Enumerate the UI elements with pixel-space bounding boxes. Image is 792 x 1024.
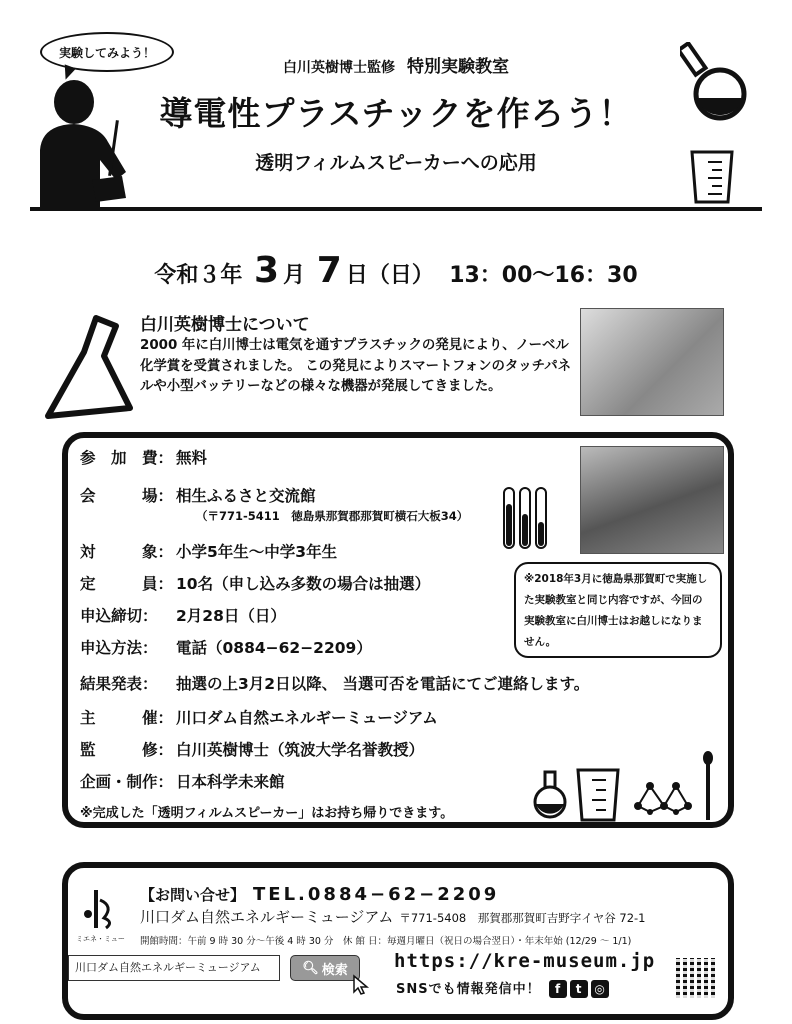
target-row: 対 象： 小学5年生〜中学3年生 bbox=[80, 543, 338, 561]
fee-row: 参 加 費： 無料 bbox=[80, 449, 208, 467]
event-date: 令和３年 3 月 7 日（日） 13：00〜16：30 bbox=[154, 250, 638, 291]
venue-row: 会 場： 相生ふるさと交流館 bbox=[80, 487, 316, 505]
phone-number[interactable]: TEL.0884−62−2209 bbox=[253, 884, 500, 905]
flask-small-icon bbox=[530, 770, 570, 820]
about-heading: 白川英樹博士について bbox=[140, 315, 310, 335]
round-flask-icon bbox=[680, 42, 750, 122]
contact-tel-line: 【お問い合せ】 TEL.0884−62−2209 bbox=[140, 884, 500, 905]
pipette-icon bbox=[700, 750, 716, 822]
molecule-icon bbox=[632, 776, 692, 816]
lab-photo bbox=[580, 308, 724, 416]
host-row: 主 催： 川口ダム自然エネルギーミュージアム bbox=[80, 709, 438, 727]
museum-logo-icon bbox=[80, 888, 120, 932]
measuring-beaker-icon bbox=[574, 766, 622, 822]
contact-address-line: 川口ダム自然エネルギーミュージアム 〒771-5408 那賀郡那賀町吉野字イヤ谷 72-1 bbox=[140, 908, 646, 926]
produce-row: 企画・制作： 日本科学未来館 bbox=[80, 773, 285, 791]
speech-bubble: 実験してみよう！ bbox=[40, 32, 174, 72]
takehome-note: ※完成した「透明フィルムスピーカー」はお持ち帰りできます。 bbox=[80, 806, 454, 821]
venue-address: （〒771-5411 徳島県那賀郡那賀町横石大板34） bbox=[196, 509, 469, 523]
opening-hours: 開館時間：午前 9 時 30 分〜午後 4 時 30 分 休 館 日：毎週月曜日（祝日の場合翌日）・年末年始 (12/29 〜 1/1) bbox=[140, 936, 632, 947]
capacity-row: 定 員： 10名（申し込み多数の場合は抽選） bbox=[80, 575, 431, 593]
page-subtitle: 透明フィルムスピーカーへの応用 bbox=[255, 152, 537, 174]
facebook-icon[interactable]: f bbox=[549, 980, 567, 998]
website-link[interactable]: https://kre-museum.jp bbox=[394, 950, 656, 972]
note-box: ※2018年3月に徳島県那賀町で実施した実験教室と同じ内容ですが、今回の実験教室に白川博士はお越しになりません。 bbox=[514, 562, 722, 658]
beaker-icon bbox=[688, 148, 736, 204]
page-title: 導電性プラスチックを作ろう！ bbox=[159, 94, 633, 133]
erlenmeyer-flask-icon bbox=[38, 312, 138, 422]
qr-code[interactable] bbox=[676, 958, 716, 998]
cursor-icon bbox=[352, 974, 370, 996]
search-button[interactable]: 🔍︎ 検索 bbox=[290, 955, 360, 981]
search-input[interactable]: 川口ダム自然エネルギーミュージアム bbox=[68, 955, 280, 981]
instagram-icon[interactable]: ◎ bbox=[591, 980, 609, 998]
deadline-row: 申込締切： 2月28日（日） bbox=[80, 607, 286, 625]
method-row: 申込方法： 電話（0884−62−2209） bbox=[80, 639, 372, 657]
sns-line: SNSでも情報発信中！ f t ◎ bbox=[396, 978, 609, 998]
twitter-icon[interactable]: t bbox=[570, 980, 588, 998]
header-series: 白川英樹博士監修 特別実験教室 bbox=[283, 57, 509, 77]
search-icon: 🔍︎ bbox=[302, 960, 319, 976]
header-divider bbox=[30, 207, 762, 211]
classroom-photo bbox=[580, 446, 724, 554]
about-body: 2000 年に白川博士は電気を通すプラスチックの発見により、ノーベル化学賞を受賞されました。 この発見によりスマートフォンのタッチパネルや小型バッテリーなどの様々な機器が発展してきました。 bbox=[140, 338, 572, 394]
logo-caption: ミエネ・ミュー bbox=[76, 935, 125, 943]
test-tubes-icon bbox=[500, 484, 552, 552]
supervise-row: 監 修： 白川英樹博士（筑波大学名誉教授） bbox=[80, 741, 425, 759]
result-row: 結果発表： 抽選の上3月2日以降、 当選可否を電話にてご連絡します。 bbox=[80, 675, 590, 693]
